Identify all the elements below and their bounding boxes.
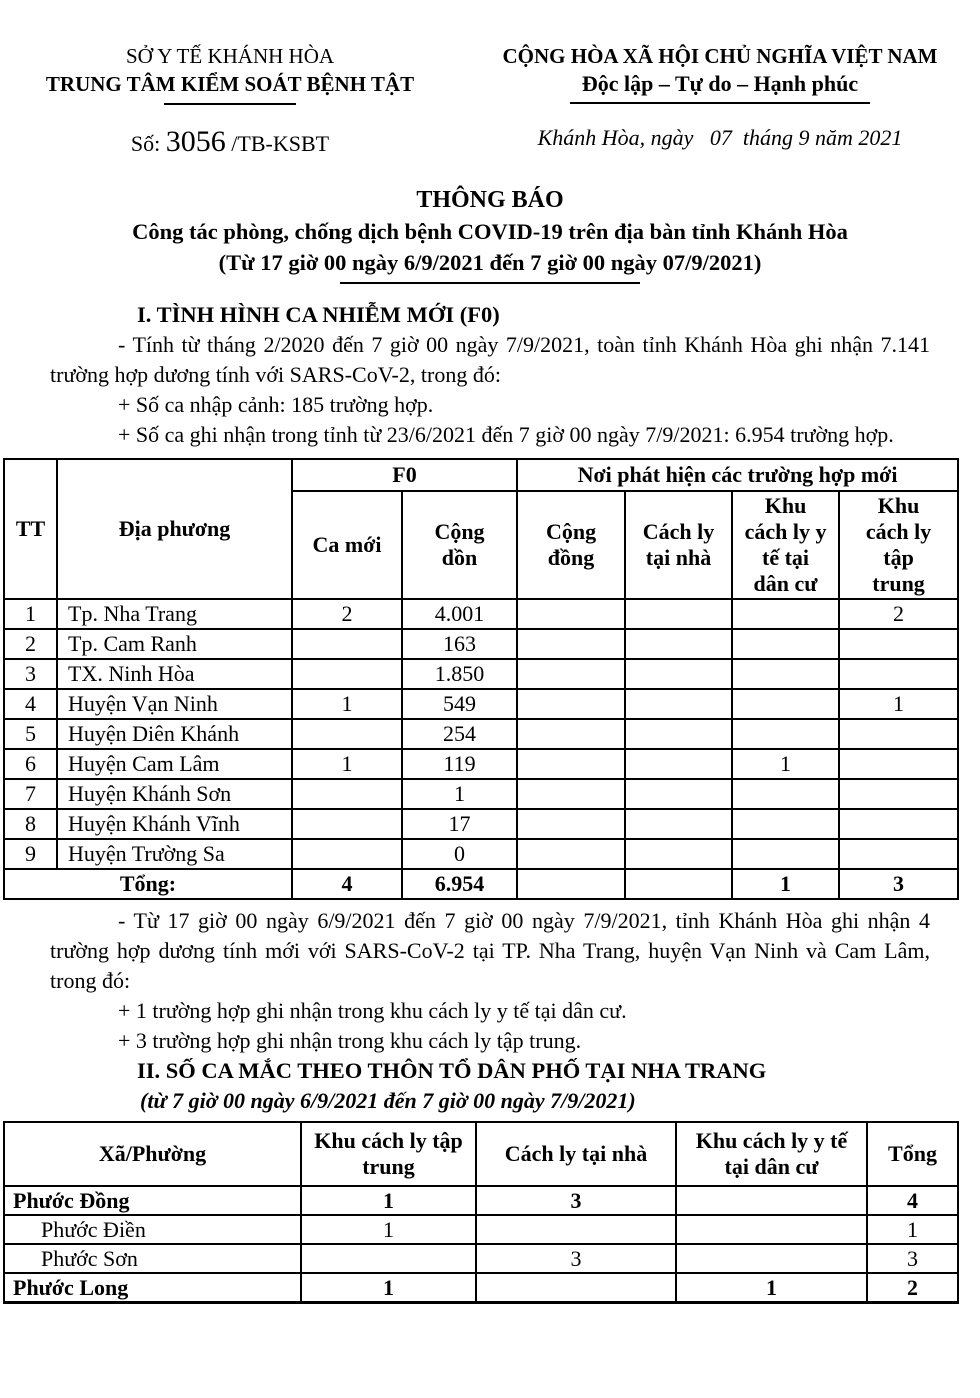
title-underline xyxy=(340,282,640,284)
cell-community xyxy=(517,629,625,659)
cell-district: Huyện Diên Khánh xyxy=(57,719,292,749)
cell-medical xyxy=(732,659,839,689)
cell-medical xyxy=(676,1186,867,1215)
table-row xyxy=(4,599,958,629)
cell-central xyxy=(839,719,958,749)
cell-home xyxy=(625,689,732,719)
paragraph: + Số ca nhập cảnh: 185 trường hợp. xyxy=(118,392,434,417)
header-ward: Xã/Phường xyxy=(4,1122,301,1186)
cell-tt: 5 xyxy=(4,719,57,749)
paragraph: + 1 trường hợp ghi nhận trong khu cách ly y tế tại dân cư. xyxy=(118,998,627,1023)
doc-date-range: (Từ 17 giờ 00 ngày 6/9/2021 đến 7 giờ 00 ngày 07/9/2021) xyxy=(218,250,762,275)
cell-home: 3 xyxy=(476,1186,676,1215)
cell-medical xyxy=(732,599,839,629)
cell-cum: 254 xyxy=(402,719,517,749)
section1-heading: I. TÌNH HÌNH CA NHIỄM MỚI (F0) xyxy=(137,302,500,327)
cell-new xyxy=(292,719,402,749)
table-row xyxy=(4,689,958,719)
cell-medical: 1 xyxy=(676,1273,867,1303)
table-row xyxy=(4,629,958,659)
cell-medical xyxy=(676,1244,867,1273)
cell-central: 1 xyxy=(301,1215,476,1244)
cell-home xyxy=(625,659,732,689)
header-medical-quarantine: Khu cách ly y tế tại dân cư xyxy=(732,491,839,599)
doc-number-suffix: /TB-KSBT xyxy=(231,131,330,156)
cell-medical xyxy=(732,839,839,869)
cell-cum: 17 xyxy=(402,809,517,839)
place-date: Khánh Hòa, ngày 07 tháng 9 năm 2021 xyxy=(537,125,903,150)
doc-subtitle: Công tác phòng, chống dịch bệnh COVID-19 trên địa bàn tỉnh Khánh Hòa xyxy=(132,219,848,244)
cell-tt: 6 xyxy=(4,749,57,779)
cell-medical xyxy=(732,629,839,659)
cell-cum: 549 xyxy=(402,689,517,719)
section2-subtitle: (từ 7 giờ 00 ngày 6/9/2021 đến 7 giờ 00 ngày 7/9/2021) xyxy=(140,1088,636,1113)
paragraph: - Tính từ tháng 2/2020 đến 7 giờ 00 ngày 7/9/2021, toàn tỉnh Khánh Hòa ghi nhận 7.141 trường hợp dương tính với SARS-CoV-2, trong đó: xyxy=(50,332,930,387)
cell-home xyxy=(625,629,732,659)
paragraph: + Số ca ghi nhận trong tỉnh từ 23/6/2021 đến 7 giờ 00 ngày 7/9/2021: 6.954 trường hợp. xyxy=(118,422,894,447)
cell-tt: 2 xyxy=(4,629,57,659)
doc-title: THÔNG BÁO xyxy=(416,187,564,213)
cell-district: Tp. Cam Ranh xyxy=(57,629,292,659)
cell-home xyxy=(625,599,732,629)
total-community xyxy=(517,869,625,899)
table-row xyxy=(4,1215,958,1244)
cell-central xyxy=(839,779,958,809)
cell-tt: 8 xyxy=(4,809,57,839)
cell-central xyxy=(839,629,958,659)
cell-cum: 119 xyxy=(402,749,517,779)
cell-central: 1 xyxy=(301,1273,476,1303)
cell-new xyxy=(292,809,402,839)
table-row xyxy=(4,1186,958,1215)
cell-ward: Phước Đồng xyxy=(4,1186,301,1215)
cell-district: Huyện Vạn Ninh xyxy=(57,689,292,719)
cell-medical xyxy=(676,1215,867,1244)
table-row xyxy=(4,1244,958,1273)
cell-cum: 1.850 xyxy=(402,659,517,689)
doc-number-prefix: Số: xyxy=(130,131,161,156)
cell-central: 2 xyxy=(839,599,958,629)
cases-by-locality-table xyxy=(3,458,959,900)
header-district: Địa phương xyxy=(57,459,292,599)
cell-district: Tp. Nha Trang xyxy=(57,599,292,629)
cell-ward: Phước Long xyxy=(4,1273,301,1303)
cell-central xyxy=(839,749,958,779)
org-underline xyxy=(164,103,296,105)
header-group-place: Nơi phát hiện các trường hợp mới xyxy=(517,459,958,491)
cell-home: 3 xyxy=(476,1244,676,1273)
cell-tt: 9 xyxy=(4,839,57,869)
header-central-quarantine: Khu cách ly tập trung xyxy=(839,491,958,599)
header-group-f0: F0 xyxy=(292,459,517,491)
header-home-quarantine: Cách ly tại nhà xyxy=(625,491,732,599)
header-central-quarantine: Khu cách ly tập trung xyxy=(301,1122,476,1186)
total-home xyxy=(625,869,732,899)
cell-tt: 1 xyxy=(4,599,57,629)
total-medical: 1 xyxy=(732,869,839,899)
header-community: Cộng đồng xyxy=(517,491,625,599)
cell-medical xyxy=(732,809,839,839)
table-row xyxy=(4,1273,958,1303)
doc-number-row xyxy=(0,125,980,159)
table-header-row xyxy=(4,1122,958,1186)
national-header-block xyxy=(460,42,980,105)
table-total-row xyxy=(4,869,958,899)
table-header-group-row xyxy=(4,459,958,491)
cell-community xyxy=(517,719,625,749)
cell-tt: 3 xyxy=(4,659,57,689)
issuing-org-block xyxy=(0,42,460,105)
cell-medical xyxy=(732,779,839,809)
cell-medical xyxy=(732,689,839,719)
cell-community xyxy=(517,839,625,869)
cell-ward: Phước Điền xyxy=(4,1215,301,1244)
cell-community xyxy=(517,689,625,719)
cell-home xyxy=(625,749,732,779)
cell-central xyxy=(839,809,958,839)
cell-district: Huyện Khánh Sơn xyxy=(57,779,292,809)
total-cum: 6.954 xyxy=(402,869,517,899)
cell-district: Huyện Cam Lâm xyxy=(57,749,292,779)
cell-medical xyxy=(732,719,839,749)
cell-community xyxy=(517,809,625,839)
cell-community xyxy=(517,599,625,629)
cell-central: 1 xyxy=(301,1186,476,1215)
cell-home xyxy=(625,719,732,749)
table-row xyxy=(4,659,958,689)
cell-home xyxy=(476,1273,676,1303)
cell-home xyxy=(625,779,732,809)
cell-central xyxy=(839,659,958,689)
cell-community xyxy=(517,749,625,779)
section2-heading: II. SỐ CA MẮC THEO THÔN TỔ DÂN PHỐ TẠI NHA TRANG xyxy=(137,1058,767,1083)
cell-home xyxy=(625,839,732,869)
title-block xyxy=(0,185,980,284)
header-tt: TT xyxy=(4,459,57,599)
cell-tt: 4 xyxy=(4,689,57,719)
header-cumulative: Cộng dồn xyxy=(402,491,517,599)
cell-medical: 1 xyxy=(732,749,839,779)
cell-total: 4 xyxy=(867,1186,958,1215)
cell-community xyxy=(517,659,625,689)
cell-new xyxy=(292,629,402,659)
table-row xyxy=(4,749,958,779)
national-motto: Độc lập – Tự do – Hạnh phúc xyxy=(581,71,859,96)
cell-new xyxy=(292,839,402,869)
cell-home xyxy=(476,1215,676,1244)
org-unit: TRUNG TÂM KIỂM SOÁT BỆNH TẬT xyxy=(45,72,415,96)
total-central: 3 xyxy=(839,869,958,899)
national-title: CỘNG HÒA XÃ HỘI CHỦ NGHĨA VIỆT NAM xyxy=(502,44,938,68)
header-home-quarantine: Cách ly tại nhà xyxy=(476,1122,676,1186)
table-row xyxy=(4,719,958,749)
cell-cum: 163 xyxy=(402,629,517,659)
cell-district: Huyện Khánh Vĩnh xyxy=(57,809,292,839)
cell-total: 2 xyxy=(867,1273,958,1303)
total-label: Tổng: xyxy=(4,869,292,899)
cell-new: 2 xyxy=(292,599,402,629)
cell-tt: 7 xyxy=(4,779,57,809)
doc-number xyxy=(0,125,460,159)
cases-by-ward-table xyxy=(3,1121,959,1304)
doc-number-value: 3056 xyxy=(165,125,226,158)
cell-central xyxy=(839,839,958,869)
header-medical-quarantine: Khu cách ly y tế tại dân cư xyxy=(676,1122,867,1186)
cell-total: 3 xyxy=(867,1244,958,1273)
cell-cum: 0 xyxy=(402,839,517,869)
org-name: SỞ Y TẾ KHÁNH HÒA xyxy=(125,44,335,68)
table-row xyxy=(4,809,958,839)
cell-new xyxy=(292,659,402,689)
cell-district: TX. Ninh Hòa xyxy=(57,659,292,689)
cell-central xyxy=(301,1244,476,1273)
letterhead xyxy=(0,0,980,105)
cell-new: 1 xyxy=(292,749,402,779)
cell-cum: 4.001 xyxy=(402,599,517,629)
cell-community xyxy=(517,779,625,809)
cell-central: 1 xyxy=(839,689,958,719)
motto-underline xyxy=(570,102,870,104)
cell-district: Huyện Trường Sa xyxy=(57,839,292,869)
cell-new xyxy=(292,779,402,809)
cell-total: 1 xyxy=(867,1215,958,1244)
cell-new: 1 xyxy=(292,689,402,719)
cell-home xyxy=(625,809,732,839)
total-new: 4 xyxy=(292,869,402,899)
table-row xyxy=(4,779,958,809)
cell-ward: Phước Sơn xyxy=(4,1244,301,1273)
cell-cum: 1 xyxy=(402,779,517,809)
paragraph: - Từ 17 giờ 00 ngày 6/9/2021 đến 7 giờ 00 ngày 7/9/2021, tỉnh Khánh Hòa ghi nhận 4 trường hợp dương tính mới với SARS-CoV-2 tại TP. Nha Trang, huyện Vạn Ninh và Cam Lâm, trong đó: xyxy=(50,908,930,993)
table-row xyxy=(4,839,958,869)
header-total: Tổng xyxy=(867,1122,958,1186)
paragraph: + 3 trường hợp ghi nhận trong khu cách ly tập trung. xyxy=(118,1028,582,1053)
header-new-cases: Ca mới xyxy=(292,491,402,599)
